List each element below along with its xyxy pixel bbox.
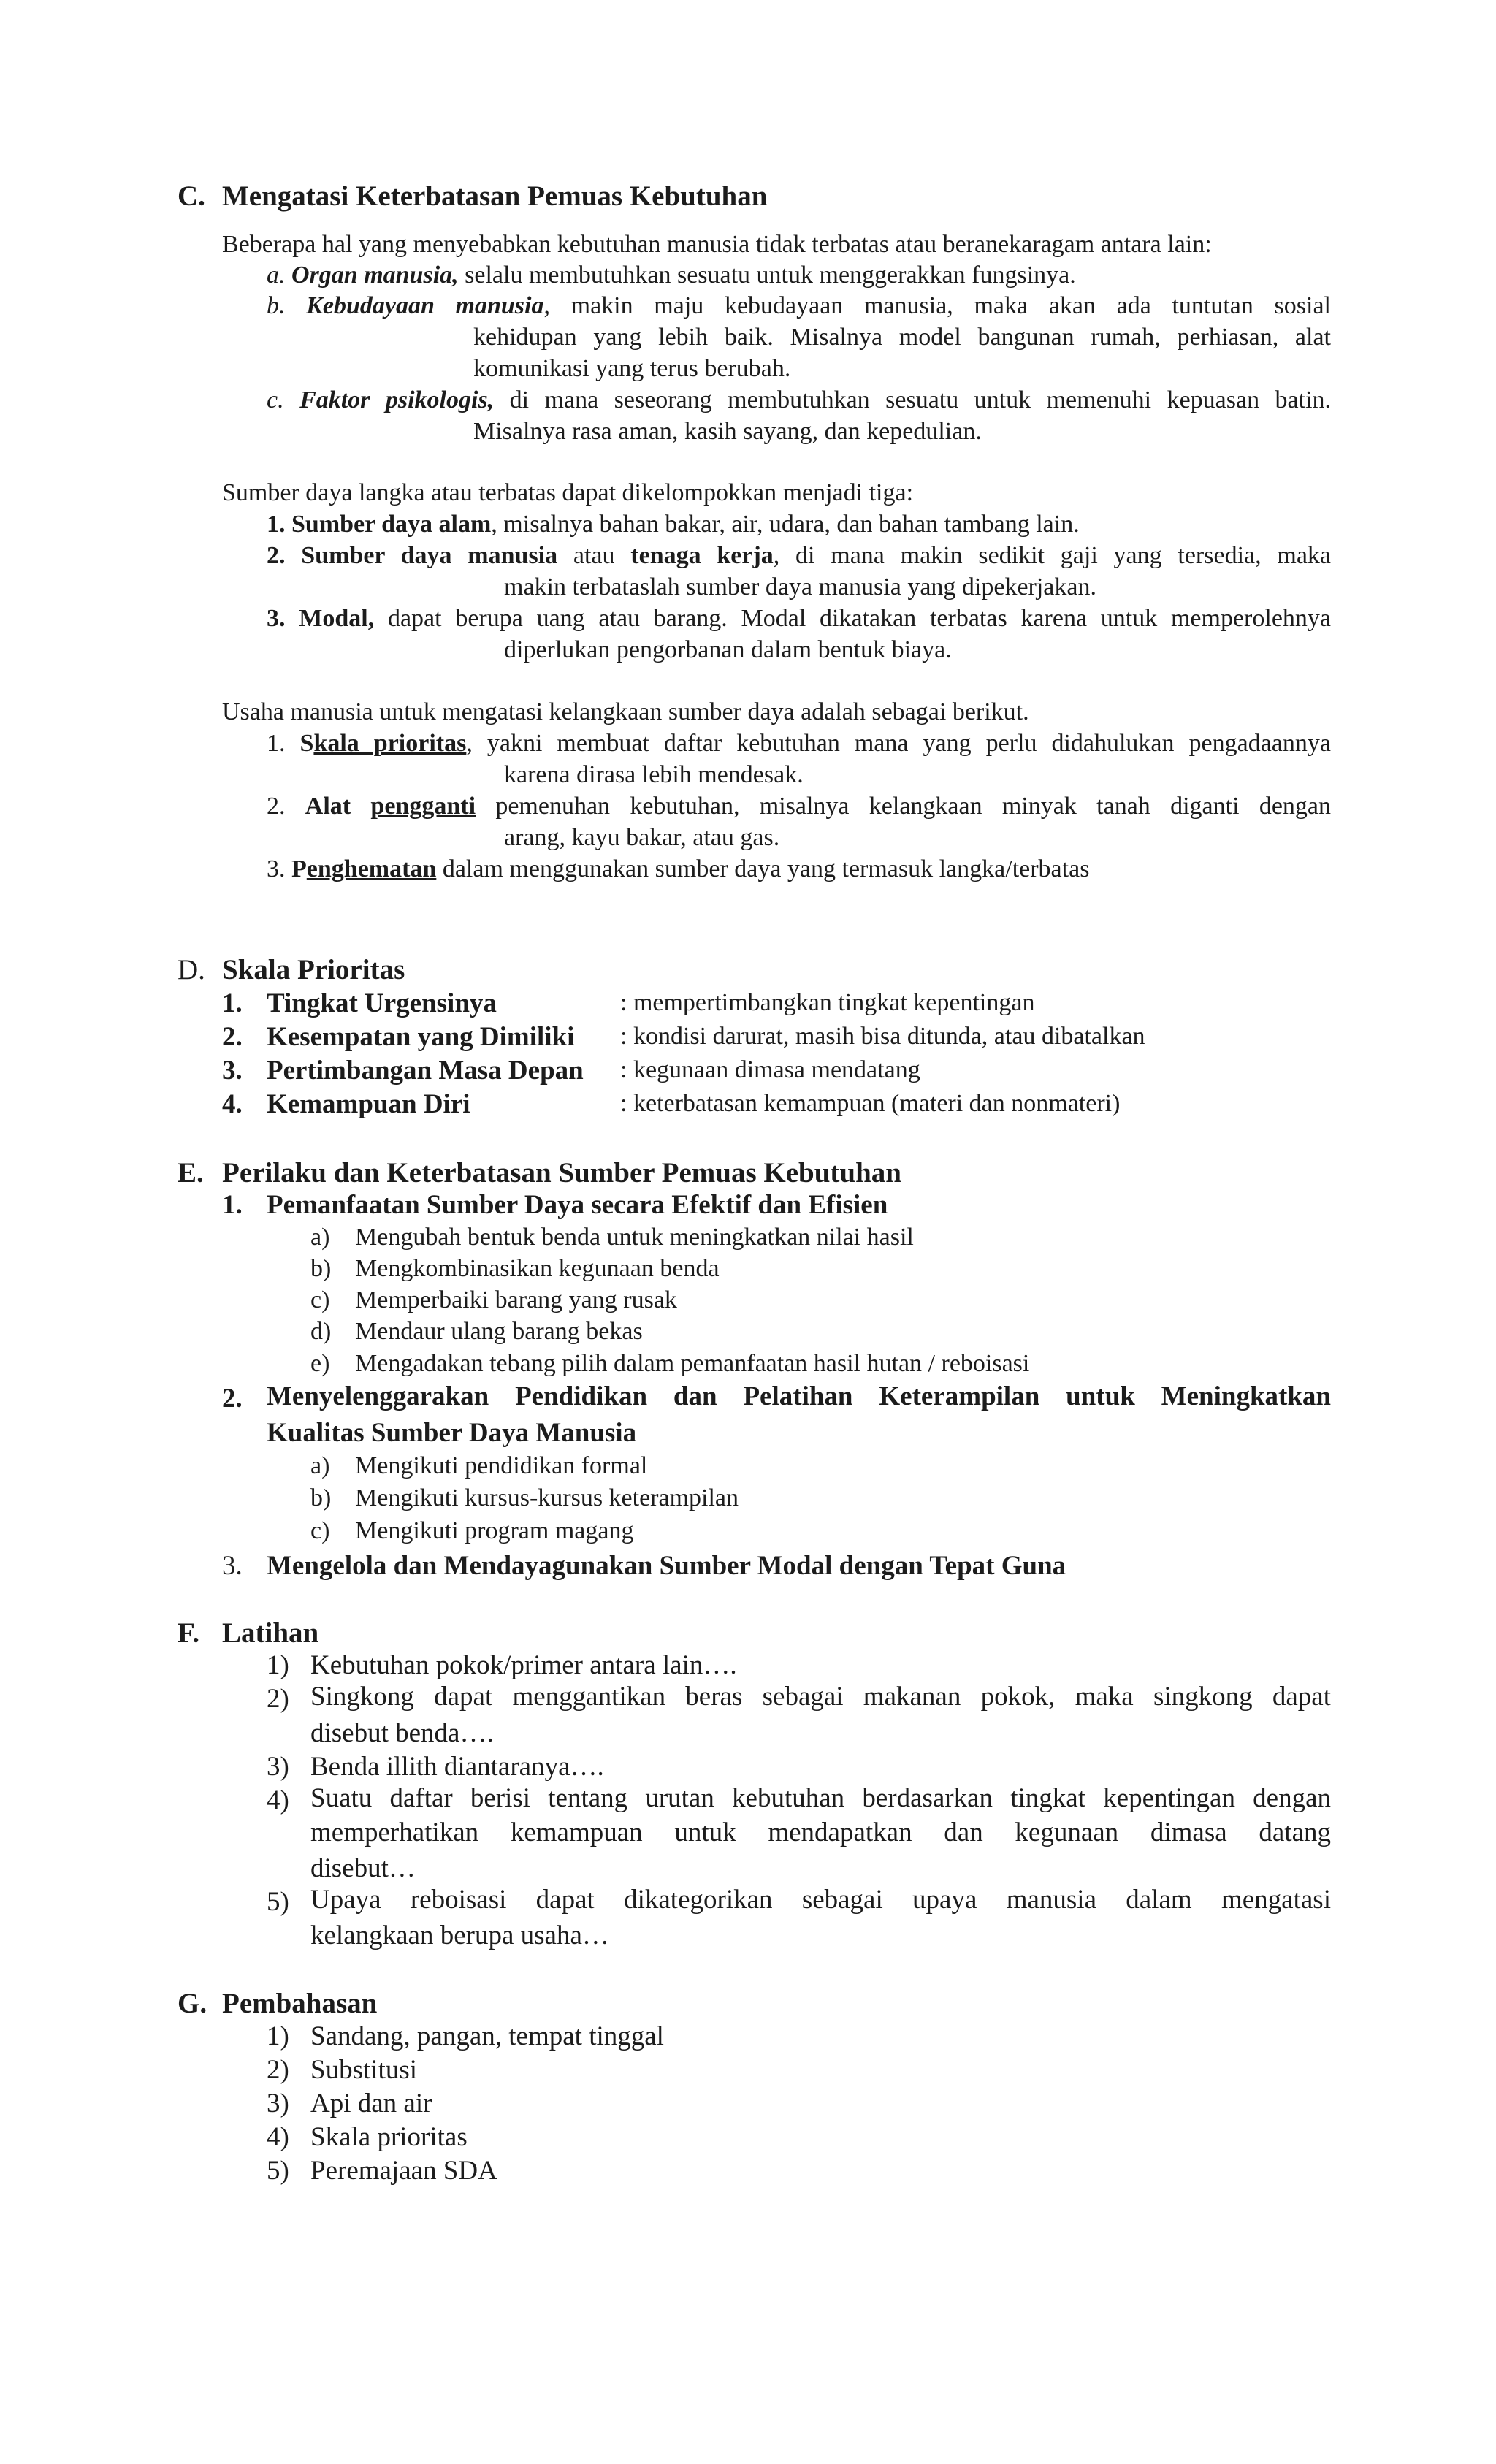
factor-c-line1 xyxy=(267,388,1331,413)
answer-2: Substitusi xyxy=(310,2055,417,2085)
e-sub1-num: 1. xyxy=(222,1190,243,1220)
resource-2-term2: tenaga kerja xyxy=(630,542,774,569)
exercise-4-marker: 4) xyxy=(267,1785,289,1815)
resource-3-line1 xyxy=(267,606,1331,631)
priority-3-num: 3. xyxy=(222,1056,243,1086)
exercise-5-line2: kelangkaan berupa usaha… xyxy=(310,1921,609,1950)
effort-2-b: Alat xyxy=(305,793,351,820)
factor-c-term: Faktor psikologis, xyxy=(299,386,495,413)
e-sub1-item-a: Mengubah bentuk benda untuk meningkatkan nilai hasil xyxy=(355,1224,914,1251)
exercise-2-line2: disebut benda…. xyxy=(310,1718,494,1748)
e-sub2-item-c-marker: c) xyxy=(310,1517,330,1544)
priority-2-num: 2. xyxy=(222,1022,243,1052)
e-sub2-title-line2: Kualitas Sumber Daya Manusia xyxy=(267,1418,637,1448)
effort-3-num: 3. xyxy=(267,855,286,882)
effort-1-bu: kala prioritas xyxy=(313,730,467,757)
factor-a-term: Organ manusia, xyxy=(291,262,459,289)
effort-1-num: 1. xyxy=(267,730,286,757)
resource-3-desc1: dapat berupa uang atau barang. Modal dikatakan terbatas karena untuk memperolehnya xyxy=(374,605,1331,632)
resource-1 xyxy=(267,512,1080,537)
priority-1-desc: : mempertimbangkan tingkat kepentingan xyxy=(620,989,1035,1016)
resource-2-line1 xyxy=(267,543,1331,568)
e-sub1-item-d-marker: d) xyxy=(310,1318,332,1345)
e-sub1-item-b-marker: b) xyxy=(310,1255,332,1282)
section-e-letter: E. xyxy=(178,1157,204,1189)
resource-1-term: Sumber daya alam xyxy=(291,511,492,538)
answer-1-marker: 1) xyxy=(267,2021,289,2051)
priority-3-desc: : kegunaan dimasa mendatang xyxy=(620,1056,920,1083)
exercise-2-marker: 2) xyxy=(267,1684,289,1714)
effort-2-bu: pengganti xyxy=(370,793,476,820)
resource-2-term: Sumber daya manusia xyxy=(301,542,558,569)
effort-3-desc1: dalam menggunakan sumber daya yang termasuk langka/terbatas xyxy=(436,855,1090,882)
e-sub3-title: Mengelola dan Mendayagunakan Sumber Modal dengan Tepat Guna xyxy=(267,1551,1066,1581)
exercise-4-line3: disebut… xyxy=(310,1853,416,1883)
e-sub1-item-b: Mengkombinasikan kegunaan benda xyxy=(355,1255,720,1282)
factor-c-marker: c. xyxy=(267,386,284,413)
resource-2-num: 2. xyxy=(267,542,286,569)
exercise-4-line2: memperhatikan kemampuan untuk mendapatkan dan kegunaan dimasa datang xyxy=(310,1818,1331,1847)
factor-a xyxy=(267,263,1076,288)
e-sub2-item-a-marker: a) xyxy=(310,1452,330,1479)
priority-4-desc: : keterbatasan kemampuan (materi dan nonmateri) xyxy=(620,1090,1121,1117)
answer-5-marker: 5) xyxy=(267,2156,289,2186)
factor-a-desc: selalu membutuhkan sesuatu untuk menggerakkan fungsinya. xyxy=(465,262,1076,289)
priority-3-term: Pertimbangan Masa Depan xyxy=(267,1056,584,1086)
factor-b-desc1: , makin maju kebudayaan manusia, maka akan ada tuntutan sosial xyxy=(543,292,1331,319)
factor-a-marker: a. xyxy=(267,262,286,289)
effort-1-line1 xyxy=(267,731,1331,756)
e-sub2-item-a: Mengikuti pendidikan formal xyxy=(355,1452,648,1479)
exercise-4-line1: Suatu daftar berisi tentang urutan kebutuhan berdasarkan tingkat kepentingan dengan xyxy=(310,1783,1331,1813)
answer-1: Sandang, pangan, tempat tinggal xyxy=(310,2021,664,2051)
resource-2-desc1: , di mana makin sedikit gaji yang tersedia, maka xyxy=(773,542,1331,569)
section-c-title: Mengatasi Keterbatasan Pemuas Kebutuhan xyxy=(222,180,768,212)
effort-1-b: S xyxy=(299,730,314,757)
e-sub2-item-b-marker: b) xyxy=(310,1484,332,1511)
e-sub1-item-a-marker: a) xyxy=(310,1224,330,1251)
priority-2-desc: : kondisi darurat, masih bisa ditunda, atau dibatalkan xyxy=(620,1023,1145,1050)
resources-intro: Sumber daya langka atau terbatas dapat dikelompokkan menjadi tiga: xyxy=(222,479,914,506)
effort-2-desc1: pemenuhan kebutuhan, misalnya kelangkaan minyak tanah diganti dengan xyxy=(495,793,1331,820)
priority-4-term: Kemampuan Diri xyxy=(267,1089,470,1119)
priority-4-num: 4. xyxy=(222,1089,243,1119)
e-sub1-title: Pemanfaatan Sumber Daya secara Efektif dan Efisien xyxy=(267,1190,888,1220)
factor-b-line1 xyxy=(267,294,1331,319)
e-sub1-item-e: Mengadakan tebang pilih dalam pemanfaatan hasil hutan / reboisasi xyxy=(355,1350,1030,1377)
section-f-letter: F. xyxy=(178,1617,199,1649)
e-sub1-item-c-marker: c) xyxy=(310,1286,330,1313)
answer-5: Peremajaan SDA xyxy=(310,2156,497,2186)
e-sub1-item-e-marker: e) xyxy=(310,1350,330,1377)
effort-3-bu: enghematan xyxy=(306,855,437,882)
priority-1-term: Tingkat Urgensinya xyxy=(267,988,497,1018)
factor-c-line2: Misalnya rasa aman, kasih sayang, dan kepedulian. xyxy=(473,418,982,445)
answer-3: Api dan air xyxy=(310,2089,432,2118)
section-d-title: Skala Prioritas xyxy=(222,954,405,985)
exercise-2-line1: Singkong dapat menggantikan beras sebagai makanan pokok, maka singkong dapat xyxy=(310,1682,1331,1712)
factor-b-marker: b. xyxy=(267,292,286,319)
effort-2-line1 xyxy=(267,794,1331,819)
effort-2-num: 2. xyxy=(267,793,286,820)
section-c-intro: Beberapa hal yang menyebabkan kebutuhan manusia tidak terbatas atau beranekaragam antara lain: xyxy=(222,231,1212,258)
resource-1-desc: , misalnya bahan bakar, air, udara, dan bahan tambang lain. xyxy=(491,511,1080,538)
e-sub2-num: 2. xyxy=(222,1384,243,1414)
priority-2-term: Kesempatan yang Dimiliki xyxy=(267,1022,575,1052)
e-sub1-item-c: Memperbaiki barang yang rusak xyxy=(355,1286,677,1313)
answer-4: Skala prioritas xyxy=(310,2122,468,2152)
effort-1-desc1: , yakni membuat daftar kebutuhan mana yang perlu didahulukan pengadaannya xyxy=(466,730,1331,757)
exercise-1-marker: 1) xyxy=(267,1650,289,1680)
resource-2-line2: makin terbataslah sumber daya manusia yang dipekerjakan. xyxy=(504,573,1096,600)
effort-3-line1 xyxy=(267,857,1089,882)
exercise-1: Kebutuhan pokok/primer antara lain…. xyxy=(310,1650,737,1680)
effort-3-b: P xyxy=(291,855,307,882)
section-g-title: Pembahasan xyxy=(222,1988,378,2019)
exercise-5-line1: Upaya reboisasi dapat dikategorikan sebagai upaya manusia dalam mengatasi xyxy=(310,1885,1331,1915)
resource-3-line2: diperlukan pengorbanan dalam bentuk biaya. xyxy=(504,636,952,663)
answer-2-marker: 2) xyxy=(267,2055,289,2085)
factor-b-line3: komunikasi yang terus berubah. xyxy=(473,355,791,382)
priority-1-num: 1. xyxy=(222,988,243,1018)
e-sub2-title-line1: Menyelenggarakan Pendidikan dan Pelatihan Keterampilan untuk Meningkatkan xyxy=(267,1381,1331,1411)
section-g-letter: G. xyxy=(178,1988,207,2019)
section-d-letter: D. xyxy=(178,954,205,985)
section-c-letter: C. xyxy=(178,180,205,212)
resource-3-num: 3. xyxy=(267,605,286,632)
efforts-intro: Usaha manusia untuk mengatasi kelangkaan sumber daya adalah sebagai berikut. xyxy=(222,698,1029,725)
effort-1-line2: karena dirasa lebih mendesak. xyxy=(504,761,804,788)
e-sub3-num: 3. xyxy=(222,1551,243,1581)
answer-4-marker: 4) xyxy=(267,2122,289,2152)
section-f-title: Latihan xyxy=(222,1617,319,1649)
resource-3-term: Modal, xyxy=(299,605,375,632)
exercise-5-marker: 5) xyxy=(267,1887,289,1917)
exercise-3-marker: 3) xyxy=(267,1752,289,1782)
factor-b-line2: kehidupan yang lebih baik. Misalnya model bangunan rumah, perhiasan, alat xyxy=(473,324,1331,351)
resource-1-num: 1. xyxy=(267,511,286,538)
answer-3-marker: 3) xyxy=(267,2089,289,2118)
factor-b-term: Kebudayaan manusia xyxy=(306,292,544,319)
effort-2-line2: arang, kayu bakar, atau gas. xyxy=(504,824,780,851)
exercise-3: Benda illith diantaranya…. xyxy=(310,1752,604,1782)
section-e-title: Perilaku dan Keterbatasan Sumber Pemuas Kebutuhan xyxy=(222,1157,901,1189)
e-sub2-item-c: Mengikuti program magang xyxy=(355,1517,634,1544)
e-sub1-item-d: Mendaur ulang barang bekas xyxy=(355,1318,643,1345)
e-sub2-item-b: Mengikuti kursus-kursus keterampilan xyxy=(355,1484,739,1511)
factor-c-desc1: di mana seseorang membutuhkan sesuatu untuk memenuhi kepuasan batin. xyxy=(509,386,1332,413)
resource-2-mid: atau xyxy=(557,542,631,569)
